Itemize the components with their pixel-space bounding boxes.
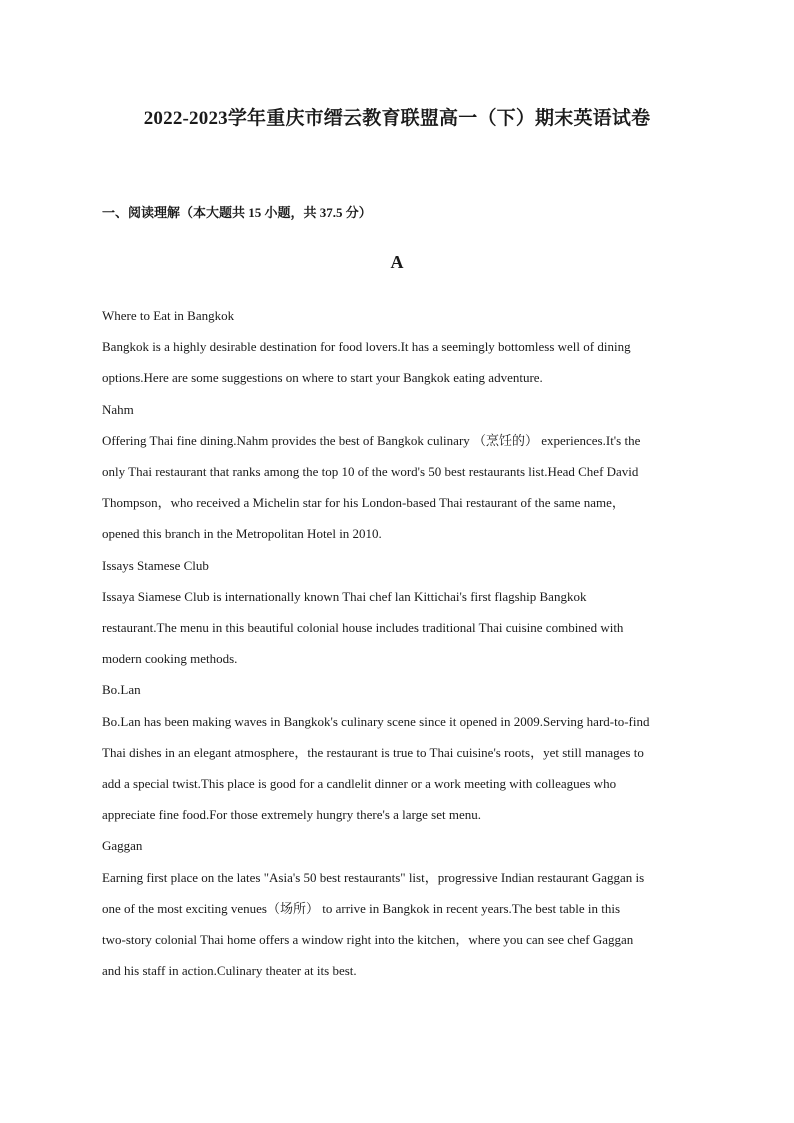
text-line: Bo.Lan xyxy=(102,682,141,698)
text-line: Thai dishes in an elegant atmosphere，the restaurant is true to Thai cuisine's roots，yet still manages to xyxy=(102,744,644,760)
text-line: options.Here are some suggestions on where to start your Bangkok eating adventure. xyxy=(102,370,543,386)
section-heading: 一、阅读理解（本大题共 15 小题，共 37.5 分） xyxy=(102,205,372,220)
text-line: Nahm xyxy=(102,401,134,417)
text-line: restaurant.The menu in this beautiful colonial house includes traditional Thai cuisine combined with xyxy=(102,620,624,636)
text-line: Bangkok is a highly desirable destination for food lovers.It has a seemingly bottomless well of dining xyxy=(102,339,631,355)
text-line: Issays Stamese Club xyxy=(102,557,209,573)
text-line: Where to Eat in Bangkok xyxy=(102,308,235,323)
text-line: Offering Thai fine dining.Nahm provides the best of Bangkok culinary （烹饪的） experiences.It's the xyxy=(102,432,641,448)
text-line: Thompson，who received a Michelin star for his London-based Thai restaurant of the same name， xyxy=(102,495,625,511)
document-title: 2022-2023学年重庆市缙云教育联盟高一（下）期末英语试卷 xyxy=(143,108,651,129)
text-line: only Thai restaurant that ranks among the top 10 of the word's 50 best restaurants list.Head Chef David xyxy=(102,464,639,480)
passage-body xyxy=(102,300,702,986)
text-line: opened this branch in the Metropolitan Hotel in 2010. xyxy=(102,526,382,542)
text-line: modern cooking methods. xyxy=(102,651,238,667)
text-line: one of the most exciting venues（场所） to arrive in Bangkok in recent years.The best table in this xyxy=(102,900,621,916)
text-line: Issaya Siamese Club is internationally known Thai chef lan Kittichai's first flagship Bangkok xyxy=(102,588,587,604)
text-line: appreciate fine food.For those extremely hungry there's a large set menu. xyxy=(102,807,481,823)
text-line: add a special twist.This place is good for a candlelit dinner or a work meeting with colleagues who xyxy=(102,776,617,792)
text-line: two-story colonial Thai home offers a window right into the kitchen，where you can see chef Gaggan xyxy=(102,932,634,948)
text-line: and his staff in action.Culinary theater at its best. xyxy=(102,963,357,979)
text-line: Bo.Lan has been making waves in Bangkok's culinary scene since it opened in 2009.Serving hard-to-find xyxy=(102,713,650,729)
passage-letter: A xyxy=(390,252,404,272)
text-line: Gaggan xyxy=(102,838,143,854)
text-line: Earning first place on the lates "Asia's 50 best restaurants" list，progressive Indian restaurant Gaggan is xyxy=(102,869,645,885)
